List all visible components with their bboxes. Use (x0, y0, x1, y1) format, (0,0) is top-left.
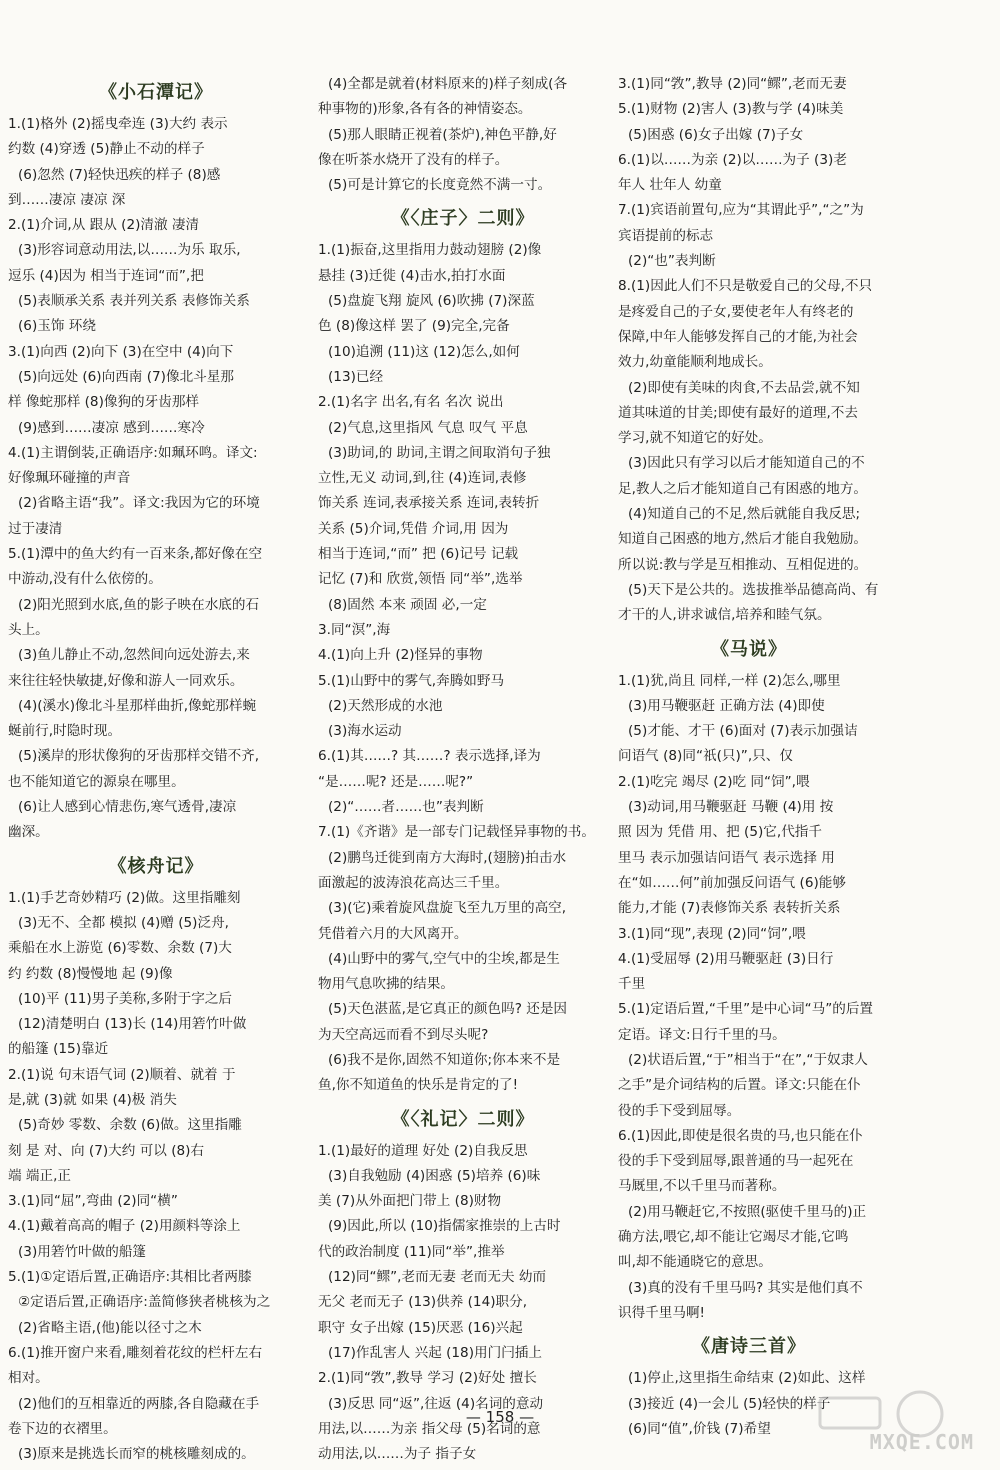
answer-line: 美 (7)从外面把门带上 (8)财物 (318, 1193, 502, 1210)
answer-line: (3)自我勉励 (4)困惑 (5)培养 (6)味 (328, 1167, 541, 1184)
answer-line: (6)让人感到心情悲伤,寒气透骨,凄凉 (18, 799, 237, 816)
answer-line: (2)状语后置,“于”相当于“在”,“于奴隶人 (628, 1051, 868, 1068)
answer-line: 面激起的波涛浪花高达三千里。 (318, 874, 509, 891)
answer-line: 1.(1)最好的道理 好处 (2)自我反思 (318, 1142, 528, 1159)
answer-line: (2)省略主语,(他)能以径寸之木 (18, 1319, 202, 1336)
answer-line: 7.(1)《齐谐》是一部专门记载怪异事物的书。 (318, 824, 595, 841)
section-title: 《马说》 (711, 638, 787, 660)
answer-line: 2.(1)同“敩”,教导 学习 (2)好处 擅长 (318, 1370, 537, 1387)
answer-line: 过于凄清 (8, 520, 63, 537)
answer-line: (2)“也”表判断 (628, 253, 716, 270)
answer-line: (2)气息,这里指风 气息 叹气 平息 (328, 419, 528, 436)
answer-line: 逗乐 (4)因为 相当于连词“而”,把 (8, 267, 204, 284)
answer-line: 种事物的)形象,各有各的神情姿态。 (318, 101, 532, 118)
answer-line: 1.(1)格外 (2)摇曳牵连 (3)大约 表示 (8, 116, 228, 132)
section-title: 《〈礼记〉二则》 (391, 1108, 535, 1130)
section-title: 《小石潭记》 (99, 82, 213, 103)
answer-line: (5)溪岸的形状像狗的牙齿那样交错不齐, (18, 748, 260, 765)
answer-line: 1.(1)振奋,这里指用力鼓动翅膀 (2)像 (318, 242, 542, 259)
answer-line: 5.(1)财物 (2)害人 (3)教与学 (4)味美 (618, 101, 844, 118)
answer-line: 无父 老而无子 (13)供养 (14)职分, (318, 1294, 528, 1311)
answer-line: 役的手下受到屈辱,跟普通的马一起死在 (618, 1153, 854, 1170)
answer-line: 4.(1)向上升 (2)怪异的事物 (318, 647, 483, 664)
answer-line: 3.(1)同“现”,表现 (2)同“饲”,喂 (618, 925, 806, 942)
answer-line: (3)因此只有学习以后才能知道自己的不 (628, 455, 865, 472)
answer-line: 3.(1)同“屈”,弯曲 (2)同“横” (8, 1193, 178, 1210)
answer-line: (3)真的没有千里马吗? 其实是他们真不 (628, 1279, 863, 1296)
answer-line: (5)那人眼睛正视着(茶炉),神色平静,好 (328, 126, 557, 143)
answer-line: 约数 (4)穿透 (5)静止不动的样子 (8, 141, 205, 158)
answer-line: 4.(1)受屈辱 (2)用马鞭驱赶 (3)日行 (618, 950, 834, 967)
answer-line: (8)固然 本来 顽固 必,一定 (328, 596, 487, 613)
answer-line: 物用气息吹拂的结果。 (318, 976, 454, 993)
answer-line: 3.同“溟”,海 (318, 621, 391, 638)
answer-line: 关系 (5)介词,凭借 介词,用 因为 (318, 520, 509, 537)
answer-line: (5)表顺承关系 表并列关系 表修饰关系 (18, 293, 250, 310)
answer-line: 是,就 (3)就 如果 (4)极 消失 (8, 1091, 177, 1108)
answer-line: 马厩里,不以千里马而著称。 (618, 1178, 786, 1195)
answer-line: 1.(1)犹,尚且 同样,一样 (2)怎么,哪里 (618, 672, 841, 689)
answer-line: 学习,就不知道它的好处。 (618, 430, 772, 447)
answer-line: (5)奇妙 零数、余数 (6)做。这里指雕 (18, 1117, 242, 1134)
answer-line: 6.(1)以……为亲 (2)以……为子 (3)老 (618, 151, 847, 168)
answer-line: 照 因为 凭借 用、把 (5)它,代指千 (618, 824, 822, 841)
answer-line: 宾语提前的标志 (618, 227, 714, 244)
answer-line: 乘船在水上游览 (6)零数、余数 (7)大 (8, 940, 232, 957)
answer-line: (2)阳光照到水底,鱼的影子映在水底的石 (18, 596, 260, 613)
answer-line: (2)用马鞭赶它,不按照(驱使千里马的)正 (628, 1203, 867, 1220)
answer-line: 凭借着六月的大风离开。 (318, 925, 468, 942)
answer-line: 蜒前行,时隐时现。 (8, 723, 122, 740)
answer-line: (5)才能、才干 (6)面对 (7)表示加强诘 (628, 723, 858, 740)
answer-line: (17)作乱害人 兴起 (18)用门闩插上 (328, 1344, 542, 1361)
answer-line: 7.(1)宾语前置句,应为“其谓此乎”,“之”为 (618, 202, 864, 219)
answer-line: 是疼爱自己的子女,要使老年人有终老的 (618, 303, 854, 320)
answer-line: 4.(1)戴着高高的帽子 (2)用颜料等涂上 (8, 1218, 241, 1235)
answer-line: 刻 是 对、向 (7)大约 可以 (8)右 (8, 1142, 205, 1159)
section-title: 《核舟记》 (108, 855, 204, 877)
answer-line: 记忆 (7)和 欣赏,领悟 同“举”,选举 (318, 571, 523, 588)
answer-line: 相对。 (8, 1370, 49, 1387)
answer-line: 1.(1)手艺奇妙精巧 (2)做。这里指雕刻 (8, 889, 241, 906)
answer-line: (4)知道自己的不足,然后就能自我反思; (628, 506, 861, 523)
answer-line: (2)他们的互相靠近的两膝,各自隐藏在手 (18, 1395, 260, 1412)
section-title: 《〈庄子〉二则》 (391, 208, 535, 230)
answer-line: (2)“……者……也”表判断 (328, 799, 484, 816)
answer-line: 的船篷 (15)靠近 (8, 1041, 109, 1058)
answer-line: 役的手下受到屈辱。 (618, 1102, 741, 1119)
answer-line: 幽深。 (8, 824, 49, 841)
answer-line: 饰关系 连词,表承接关系 连词,表转折 (318, 495, 540, 512)
answer-line: (3)助词,的 助词,主谓之间取消句子独 (328, 444, 551, 461)
answer-line: 卷下边的衣褶里。 (8, 1420, 117, 1437)
answer-line: 立性,无义 动词,到,往 (4)连词,表修 (318, 470, 527, 487)
watermark-domain: MXQE.COM (869, 1430, 974, 1454)
answer-section (618, 635, 880, 1327)
answer-line: (9)感到……凄凉 感到……寒冷 (18, 419, 205, 436)
answer-line: 端 端正,正 (8, 1167, 72, 1184)
column-middle (318, 72, 608, 1467)
answer-line: 所以说:教与学是互相推动、互相促进的。 (618, 556, 868, 573)
answer-line: 色 (8)像这样 罢了 (9)完全,完备 (318, 318, 510, 335)
answer-line: 效力,幼童能顺利地成长。 (618, 354, 772, 371)
answer-line: (6)玉饰 环绕 (18, 318, 96, 335)
answer-line: (3)原来是挑选长而窄的桃核雕刻成的。 (18, 1446, 255, 1463)
answer-line: (2)即使有美味的肉食,不去品尝,就不知 (628, 379, 860, 396)
answer-line: 悬挂 (3)迁徙 (4)击水,拍打水面 (318, 267, 506, 284)
answer-line: 足,教人之后才能知道自己有困惑的地方。 (618, 480, 868, 497)
answer-line: 6.(1)其……? 其……? 表示选择,译为 (318, 748, 541, 765)
answer-line: 头上。 (8, 621, 49, 638)
answer-line: 到……凄凉 凄凉 深 (8, 191, 126, 208)
answer-line: (12)同“鳏”,老而无妻 老而无夫 幼而 (328, 1269, 547, 1286)
answer-line: 用法,以……为亲 指父母 (5)名词的意 (318, 1420, 541, 1437)
answer-section (8, 78, 304, 846)
answer-line: (2)天然形成的水池 (328, 697, 443, 714)
answer-line: 才干的人,讲求诚信,培养和睦气氛。 (618, 607, 831, 624)
answer-line: 能力,才能 (7)表修饰关系 表转折关系 (618, 900, 841, 917)
answer-line: 5.(1)定语后置,“千里”是中心词“马”的后置 (618, 1001, 874, 1018)
answer-line: (5)盘旋飞翔 旋风 (6)吹拂 (7)深蓝 (328, 293, 535, 310)
answer-line: (9)因此,所以 (10)指儒家推崇的上古时 (328, 1218, 561, 1235)
answer-section (618, 72, 880, 629)
answer-line: 2.(1)名字 出名,有名 名次 说出 (318, 394, 504, 411)
answer-line: (2)省略主语“我”。译文:我因为它的环境 (18, 495, 260, 512)
answer-line: (5)向远处 (6)向西南 (7)像北斗星那 (18, 368, 234, 385)
watermark-logo (800, 1386, 980, 1456)
answer-line: (3)动词,用马鞭驱赶 马鞭 (4)用 按 (628, 799, 834, 816)
answer-line: 知道自己困惑的地方,然后才能自我勉励。 (618, 531, 868, 548)
answer-line: 识得千里马啊! (618, 1304, 706, 1321)
answer-line: 年人 壮年人 幼童 (618, 177, 722, 194)
answer-line: (6)忽然 (7)轻快迅疾的样子 (8)感 (18, 166, 221, 183)
answer-line: 6.(1)因此,即使是很名贵的马,也只能在仆 (618, 1127, 863, 1144)
answer-line: 3.(1)同“敩”,教导 (2)同“鳏”,老而无妻 (618, 76, 847, 92)
answer-line: (3)接近 (4)一会儿 (5)轻快的样子 (628, 1395, 831, 1412)
answer-line: (3)鱼儿静止不动,忽然间向远处游去,来 (18, 647, 250, 664)
answer-line: (5)困惑 (6)女子出嫁 (7)子女 (628, 126, 804, 143)
answer-line: (4)山野中的雾气,空气中的尘埃,都是生 (328, 950, 560, 967)
answer-line: (4)(溪水)像北斗星那样曲折,像蛇那样蜿 (18, 697, 257, 714)
answer-line: 样 像蛇那样 (8)像狗的牙齿那样 (8, 394, 200, 411)
answer-line: 中游动,没有什么依傍的。 (8, 571, 162, 588)
answer-line: (3)反思 同“返”,往返 (4)名词的意动 (328, 1395, 544, 1412)
answer-line: 为天空高远而看不到尽头呢? (318, 1026, 489, 1043)
answer-line: 5.(1)潭中的鱼大约有一百来条,都好像在空 (8, 546, 263, 563)
answer-line: (12)清楚明白 (13)长 (14)用箬竹叶做 (18, 1016, 247, 1033)
answer-line: 5.(1)山野中的雾气,奔腾如野马 (318, 672, 505, 689)
answer-line: (3)用箬竹叶做的船篷 (18, 1243, 147, 1260)
answer-line: 之手”是介词结构的后置。译文:只能在仆 (618, 1077, 861, 1094)
answer-line: 来往往轻快敏捷,好像和游人一同欢乐。 (8, 672, 244, 689)
answer-line: 职守 女子出嫁 (15)厌恶 (16)兴起 (318, 1319, 523, 1336)
answer-line: 6.(1)推开窗户来看,雕刻着花纹的栏杆左右 (8, 1344, 263, 1361)
answer-line: (5)可是计算它的长度竟然不满一寸。 (328, 177, 552, 194)
answer-line: “是……呢? 还是……呢?” (318, 773, 474, 790)
answer-line: (6)我不是你,固然不知道你;你本来不是 (328, 1051, 561, 1068)
answer-line: 问语气 (8)同“祇(只)”,只、仅 (618, 748, 793, 765)
answer-line: (5)天色湛蓝,是它真正的颜色吗? 还是因 (328, 1001, 568, 1018)
answer-line: 千里 (618, 976, 646, 993)
answer-line: (10)追溯 (11)这 (12)怎么,如何 (328, 343, 520, 360)
answer-line: 3.(1)向西 (2)向下 (3)在空中 (4)向下 (8, 343, 234, 360)
answer-section (8, 852, 304, 1468)
answer-line: 8.(1)因此人们不只是敬爱自己的父母,不只 (618, 278, 873, 295)
column-left (8, 72, 304, 1467)
answer-line: 也不能知道它的源泉在哪里。 (8, 773, 185, 790)
answer-line: (3)海水运动 (328, 723, 402, 740)
answer-line: 叫,却不能通晓它的意思。 (618, 1254, 772, 1271)
answer-line: (3)无不、全都 模拟 (4)赠 (5)泛舟, (18, 914, 229, 931)
answer-line: 像在听茶水烧开了没有的样子。 (318, 151, 509, 168)
answer-line: 2.(1)说 句末语气词 (2)顺着、就着 于 (8, 1066, 236, 1083)
answer-line: 2.(1)介词,从 跟从 (2)清澈 凄清 (8, 217, 200, 234)
answer-line: (3)(它)乘着旋风盘旋飞至九万里的高空, (328, 900, 567, 917)
answer-line: ②定语后置,正确语序:盖简修狭者桃核为之 (18, 1294, 271, 1311)
column-right (618, 72, 880, 1442)
answer-line: 在“如……何”前加强反问语气 (6)能够 (618, 874, 846, 891)
answer-line: 定语。译文:日行千里的马。 (618, 1026, 786, 1043)
answer-line: 里马 表示加强诘问语气 表示选择 用 (618, 849, 835, 866)
section-title: 《唐诗三首》 (692, 1336, 806, 1358)
answer-line: 好像珮环碰撞的声音 (8, 470, 131, 487)
answer-line: 确方法,喂它,却不能让它竭尽才能,它鸣 (618, 1229, 849, 1246)
answer-line: (10)平 (11)男子美称,多附于字之后 (18, 990, 232, 1007)
answer-line: (3)用马鞭驱赶 正确方法 (4)即使 (628, 697, 825, 714)
answer-line: (13)已经 (328, 368, 384, 385)
answer-line: 动用法,以……为子 指子女 (318, 1446, 477, 1463)
answer-line: 鱼,你不知道鱼的快乐是肯定的了! (318, 1077, 519, 1094)
answer-line: (6)同“值”,价钱 (7)希望 (628, 1420, 771, 1437)
answer-line: 保障,中年人能够发挥自己的才能,为社会 (618, 328, 858, 345)
answer-line: (1)停止,这里指生命结束 (2)如此、这样 (628, 1370, 866, 1387)
answer-line: 代的政治制度 (11)同“举”,推举 (318, 1243, 505, 1260)
answer-line: 5.(1)①定语后置,正确语序:其相比者两膝 (8, 1269, 252, 1286)
answer-line: 约 约数 (8)慢慢地 起 (9)像 (8, 965, 173, 982)
answer-line: 道其味道的甘美;即使有最好的道理,不去 (618, 404, 858, 421)
answer-section (318, 204, 608, 1098)
answer-line: (3)形容词意动用法,以……为乐 取乐, (18, 242, 241, 259)
answer-line: 相当于连词,“而” 把 (6)记号 记载 (318, 546, 519, 563)
answer-line: 4.(1)主谓倒装,正确语序:如珮环鸣。译文: (8, 444, 258, 461)
answer-line: (5)天下是公共的。选拔推举品德高尚、有 (628, 581, 879, 598)
answer-line: (4)全都是就着(材料原来的)样子刻成(各 (328, 76, 568, 92)
answer-line: 2.(1)吃完 竭尽 (2)吃 同“饲”,喂 (618, 773, 810, 790)
answer-line: (2)鹏鸟迁徙到南方大海时,(翅膀)拍击水 (328, 849, 567, 866)
page-number: — 158 — (465, 1408, 535, 1426)
answer-section (318, 72, 608, 198)
